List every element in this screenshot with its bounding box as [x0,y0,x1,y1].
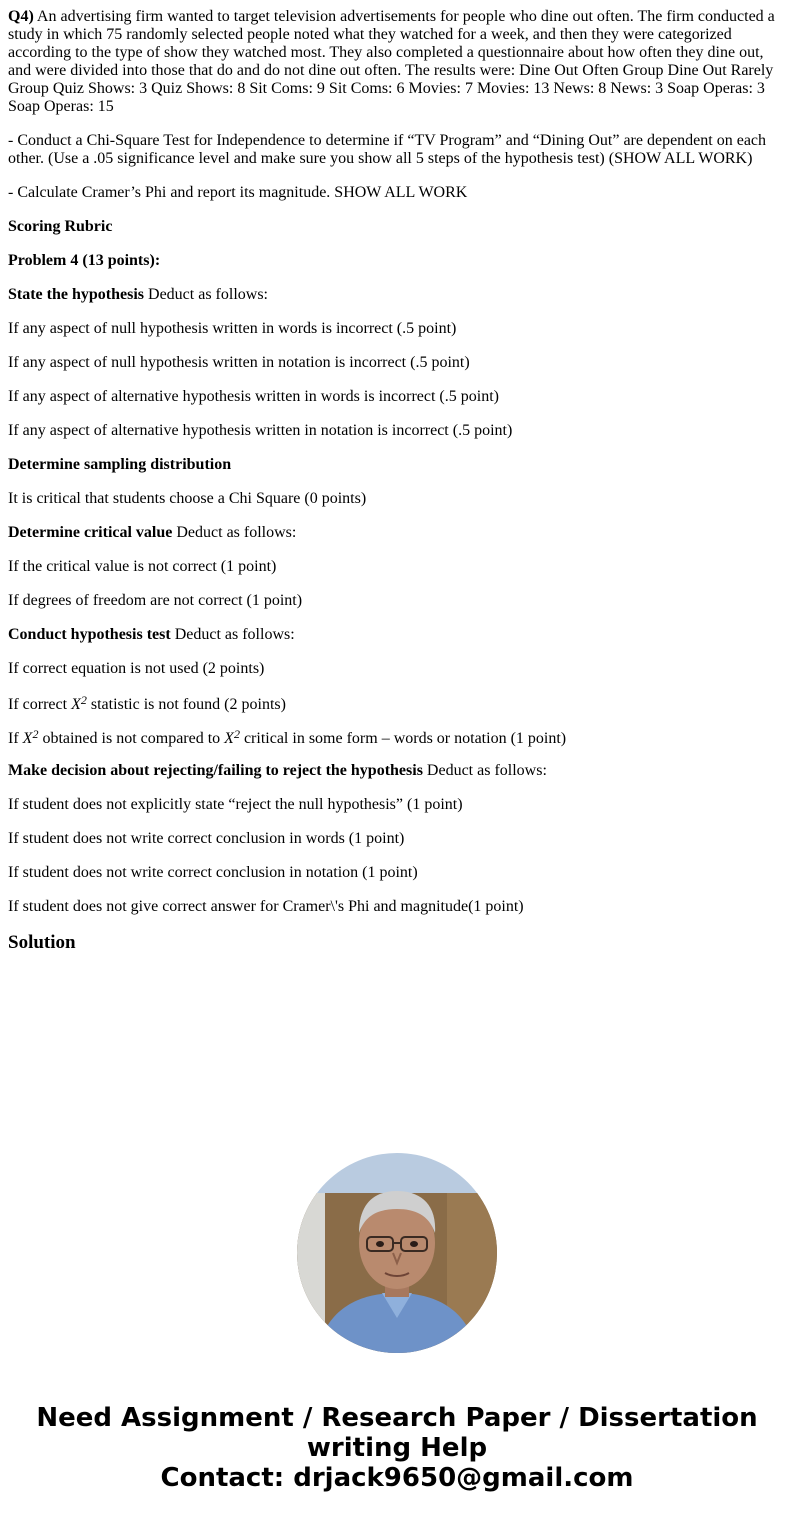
rubric-problem: Problem 4 (13 points): [8,252,161,269]
promo-banner [0,1403,794,1493]
section-sampling-distribution: Determine sampling distribution [8,456,232,473]
question-text: An advertising firm wanted to target television advertisements for people who dine out often. The firm conducted a study in which 75 randomly selected people noted what they watched for a week, and then they were categorized according to the type of show they watched most. They also completed a questionnaire about how often they dine out, and were divided into those that do and do not dine out often. The results were: Dine Out Often Group Dine Out Rarely Group Quiz Shows: 3 Quiz Shows: 8 Sit Coms: 9 Sit Coms: 6 Movies: 7 Movies: 13 News: 8 News: 3 Soap Operas: 3 Soap Operas: 15 [8,8,775,115]
section-state-hypothesis: State the hypothesis Deduct as follows: [8,286,268,303]
section-make-decision: Make decision about rejecting/failing to reject the hypothesis Deduct as follows: [8,762,547,779]
rubric-item: If any aspect of alternative hypothesis written in words is incorrect (.5 point) [8,388,499,405]
rubric-item: If any aspect of alternative hypothesis written in notation is incorrect (.5 point) [8,422,513,439]
question-paragraph [8,8,786,116]
rubric-item: If any aspect of null hypothesis written in notation is incorrect (.5 point) [8,354,470,371]
rubric-item: It is critical that students choose a Chi Square (0 points) [8,490,367,507]
solution-heading: Solution [8,932,76,953]
task-cramers-phi: - Calculate Cramer’s Phi and report its magnitude. SHOW ALL WORK [8,184,468,201]
document-body [8,8,786,954]
promo-line: Need Assignment / Research Paper / Dissertation [36,1403,758,1433]
section-conduct-test: Conduct hypothesis test Deduct as follows: [8,626,295,643]
avatar [297,1153,497,1353]
rubric-title: Scoring Rubric [8,218,113,235]
task-chi-square: - Conduct a Chi-Square Test for Independence to determine if “TV Program” and “Dining Out” are dependent on each other. (Use a .05 significance level and make sure you show all 5 steps of the hypothesis test) (SHOW ALL WORK) [8,132,767,167]
rubric-item: If any aspect of null hypothesis written in words is incorrect (.5 point) [8,320,457,337]
rubric-item-chi-compare: If $X^2$ obtained is not compared to $X^2$ critical in some form – words or notation (1 point) [8,727,567,747]
rubric-item-chi-statistic: If correct $X^2$ statistic is not found (2 points) [8,693,286,713]
avatar-portrait [297,1153,497,1353]
rubric-item: If student does not write correct conclusion in words (1 point) [8,830,405,847]
promo-line: writing Help [306,1433,488,1463]
rubric-item: If the critical value is not correct (1 point) [8,558,277,575]
section-critical-value: Determine critical value Deduct as follows: [8,524,297,541]
question-label: Q4) [8,8,34,25]
rubric-item: If student does not explicitly state “reject the null hypothesis” (1 point) [8,796,463,813]
rubric-item: If student does not write correct conclusion in notation (1 point) [8,864,418,881]
rubric-item: If degrees of freedom are not correct (1 point) [8,592,303,609]
rubric-item: If student does not give correct answer for Cramer\'s Phi and magnitude(1 point) [8,898,524,915]
promo-contact: Contact: drjack9650@gmail.com [160,1463,634,1493]
rubric-item: If correct equation is not used (2 points) [8,660,265,677]
